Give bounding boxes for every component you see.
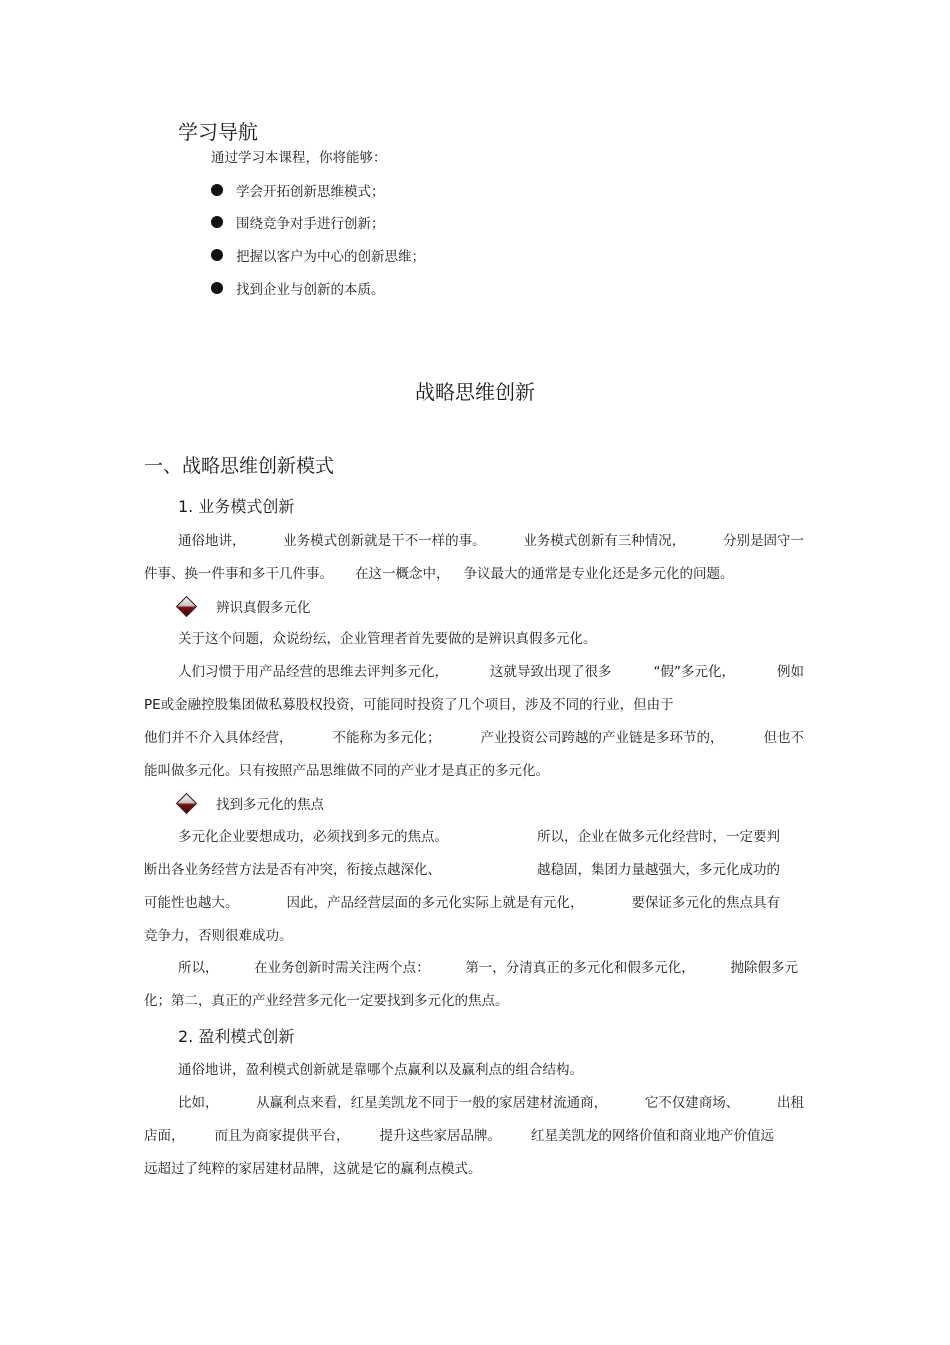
bullet-dot-icon bbox=[211, 216, 223, 228]
paragraph: 人们习惯于用产品经营的思维去评判多元化， 这就导致出现了很多 “假”多元化， 例如 PE或金融控股集团做私募股权投资，可能同时投资了几个项目，涉及不同的行业，但由于 他们并不介入具体经营， 不能称为多元化； 产业投资公司跨越的产业链是多环节的， 但也不 能叫做多元化。只有按照产品思维做不同的产业才是真正的多元化。 bbox=[144, 664, 804, 779]
diamond-bullet-icon bbox=[176, 595, 197, 616]
subsection-heading: 2. 盈利模式创新 bbox=[178, 1027, 295, 1046]
diamond-bullet-item: 找到多元化的焦点 bbox=[176, 793, 324, 813]
paragraph: 通俗地讲，盈利模式创新就是靠哪个点赢利以及赢利点的组合结构。 bbox=[178, 1062, 583, 1078]
goal-item: 找到企业与创新的本质。 bbox=[211, 278, 385, 298]
paragraph: 所以， 在业务创新时需关注两个点： 第一，分清真正的多元化和假多元化， 抛除假多元 化；第二，真正的产业经营多元化一定要找到多元化的焦点。 bbox=[144, 960, 798, 1009]
nav-intro: 通过学习本课程，你将能够： bbox=[211, 150, 387, 166]
section-heading: 一、战略思维创新模式 bbox=[144, 455, 335, 477]
paragraph: 多元化企业要想成功，必须找到多元的焦点。 所以，企业在做多元化经营时，一定要判 断出各业务经营方法是否有冲突，衔接点越深化、 越稳固，集团力量越强大，多元化成功的 可能性也越大。 因此，产品经营层面的多元化实际上就是有元化， 要保证多元化的焦点具有 竞争力，否则很难成功。 bbox=[144, 829, 780, 944]
bullet-dot-icon bbox=[211, 282, 223, 294]
diamond-bullet-icon bbox=[176, 792, 197, 813]
goal-item: 把握以客户为中心的创新思维； bbox=[211, 245, 425, 265]
diamond-bullet-item: 辨识真假多元化 bbox=[176, 596, 311, 616]
paragraph: 比如， 从赢利点来看，红星美凯龙不同于一般的家居建材流通商， 它不仅建商场、 出租 店面， 而且为商家提供平台， 提升这些家居品牌。 红星美凯龙的网络价值和商业地产价值远 远超过了纯粹的家居建材品牌，这就是它的赢利点模式。 bbox=[144, 1095, 804, 1177]
main-title: 战略思维创新 bbox=[415, 380, 535, 404]
bullet-dot-icon bbox=[211, 249, 223, 261]
paragraph: 通俗地讲， 业务模式创新就是干不一样的事。 业务模式创新有三种情况， 分别是固守一 件事、换一件事和多干几件事。 在这一概念中， 争议最大的通常是专业化还是多元化的问题。 bbox=[144, 533, 804, 582]
goal-item: 围绕竞争对手进行创新； bbox=[211, 212, 385, 232]
bullet-dot-icon bbox=[211, 184, 223, 196]
goal-item: 学会开拓创新思维模式； bbox=[211, 180, 385, 200]
subsection-heading: 1. 业务模式创新 bbox=[178, 497, 295, 516]
nav-title: 学习导航 bbox=[178, 120, 258, 144]
paragraph: 关于这个问题，众说纷纭，企业管理者首先要做的是辨识真假多元化。 bbox=[178, 631, 597, 647]
